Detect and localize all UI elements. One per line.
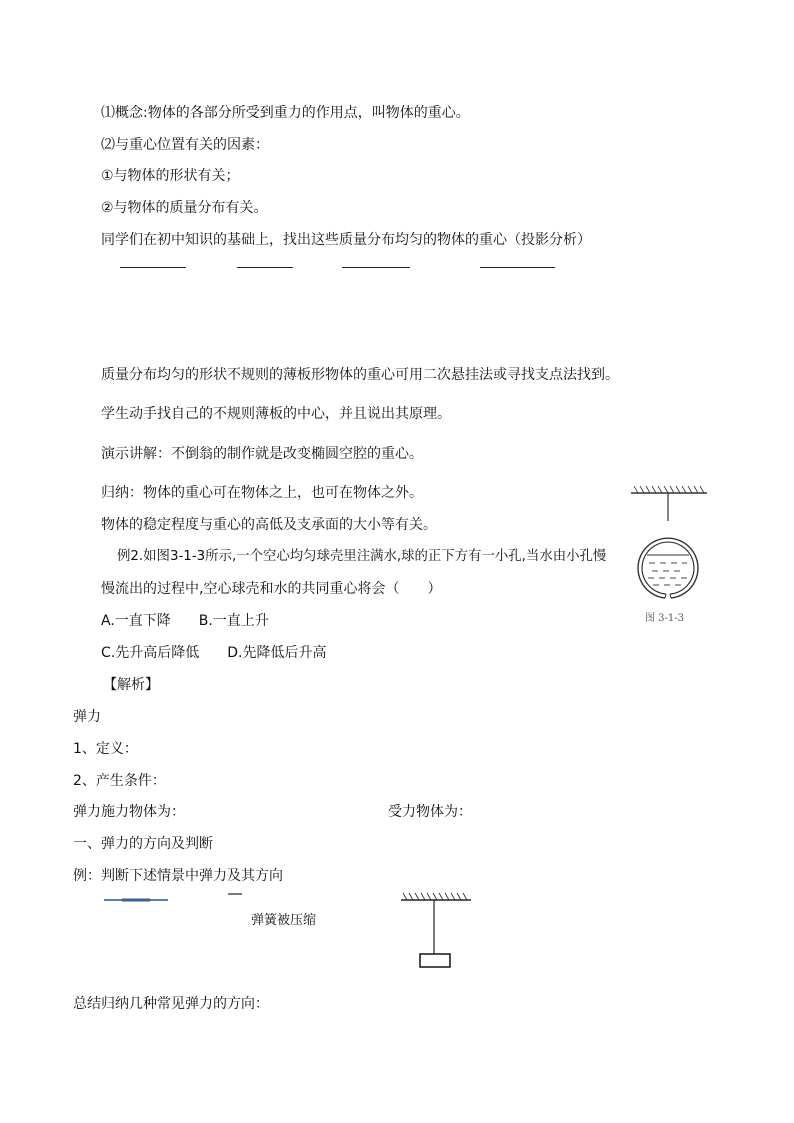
analysis-label: 【解析】 xyxy=(103,677,159,693)
figure-3-1-3 xyxy=(625,485,715,630)
elastic-force-heading: 弹力 xyxy=(73,709,101,725)
prompt-text: 同学们在初中知识的基础上，找出这些质量分布均匀的物体的重心（投影分析） xyxy=(101,232,591,248)
hanging-block-figure xyxy=(398,890,474,974)
concept-text: ⑴概念:物体的各部分所受到重力的作用点，叫物体的重心。 xyxy=(101,105,470,121)
summary-text: 归纳：物体的重心可在物体之上，也可在物体之外。 xyxy=(101,485,423,501)
irregular-plate-text: 质量分布均匀的形状不规则的薄板形物体的重心可用二次悬挂法或寻找支点法找到。 xyxy=(101,367,619,383)
demo-text: 演示讲解：不倒翁的制作就是改变椭圆空腔的重心。 xyxy=(101,446,423,462)
options-ab: A.一直下降 B.一直上升 xyxy=(101,613,269,629)
definition-label: 1、定义： xyxy=(73,741,138,757)
rod-figure xyxy=(100,893,250,907)
stability-text: 物体的稳定程度与重心的高低及支承面的大小等有关。 xyxy=(101,517,437,533)
receiver-label: 受力物体为： xyxy=(388,804,472,820)
condition-label: 2、产生条件： xyxy=(73,773,166,789)
figure-caption: 图 3-1-3 xyxy=(645,613,685,624)
factors-heading: ⑵与重心位置有关的因素： xyxy=(101,137,269,153)
example-text: 例：判断下述情景中弹力及其方向 xyxy=(73,868,283,884)
spring-caption: 弹簧被压缩 xyxy=(251,913,317,928)
example-2-line-1: 例2.如图3-1-3所示,一个空心均匀球壳里注满水,球的正下方有一小孔,当水由小孔慢 xyxy=(117,549,607,564)
factor-mass-distribution: ②与物体的质量分布有关。 xyxy=(101,200,268,216)
conclusion-text: 总结归纳几种常见弹力的方向： xyxy=(73,996,269,1012)
options-cd: C.先升高后降低 D.先降低后升高 xyxy=(101,645,327,661)
answer-blank-4 xyxy=(480,267,555,268)
direction-heading: 一、弹力的方向及判断 xyxy=(73,836,213,852)
answer-blank-2 xyxy=(237,267,293,268)
factor-shape: ①与物体的形状有关； xyxy=(101,168,240,184)
student-activity-text: 学生动手找自己的不规则薄板的中心，并且说出其原理。 xyxy=(101,406,451,422)
example-2-line-2: 慢流出的过程中,空心球壳和水的共同重心将会（ ） xyxy=(101,581,442,597)
answer-blank-1 xyxy=(120,267,186,268)
applier-label: 弹力施力物体为： xyxy=(73,804,185,820)
answer-blank-3 xyxy=(342,267,410,268)
